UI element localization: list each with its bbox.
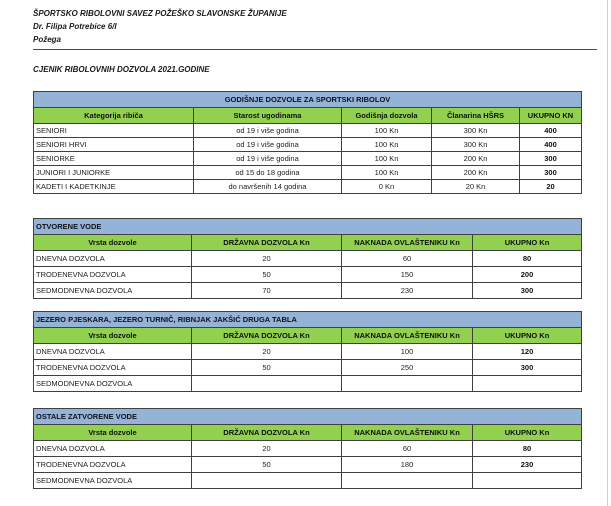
table-cell	[192, 376, 342, 392]
table-cell: 300	[473, 283, 582, 299]
column-header: Kategorija ribiča	[34, 108, 194, 124]
table-title: OTVORENE VODE	[34, 219, 582, 235]
column-header: NAKNADA OVLAŠTENIKU Kn	[342, 235, 473, 251]
table-cell: 230	[342, 283, 473, 299]
table-row	[34, 180, 582, 194]
table-cell	[342, 473, 473, 489]
table-header-row	[34, 425, 582, 441]
table-title-row	[34, 219, 582, 235]
table-cell: 80	[473, 441, 582, 457]
table-row	[34, 344, 582, 360]
table-cell: 100 Kn	[342, 166, 432, 180]
org-address: Dr. Filipa Potrebice 6/I	[33, 22, 117, 31]
table-cell: 300 Kn	[432, 124, 520, 138]
table-header-row	[34, 328, 582, 344]
table-cell: 50	[192, 267, 342, 283]
column-header: Starost ugodinama	[194, 108, 342, 124]
column-header: NAKNADA OVLAŠTENIKU Kn	[342, 328, 473, 344]
org-name: ŠPORTSKO RIBOLOVNI SAVEZ POŽEŠKO SLAVONSKE ŽUPANIJE	[33, 9, 287, 18]
table-cell: KADETI I KADETKINJE	[34, 180, 194, 194]
table-cell: 150	[342, 267, 473, 283]
table-row	[34, 124, 582, 138]
table-cell: 20	[520, 180, 582, 194]
table-cell: 230	[473, 457, 582, 473]
table-row	[34, 441, 582, 457]
table-cell: od 19 i više godina	[194, 152, 342, 166]
table-cell: 50	[192, 360, 342, 376]
column-header: Vrsta dozvole	[34, 328, 192, 344]
table-title-row	[34, 409, 582, 425]
table-cell: 20	[192, 251, 342, 267]
table-cell: 120	[473, 344, 582, 360]
table-cell: SEDMODNEVNA DOZVOLA	[34, 283, 192, 299]
open-waters-table	[33, 218, 582, 299]
table-title: GODIŠNJE DOZVOLE ZA SPORTSKI RIBOLOV	[34, 92, 582, 108]
column-header: Godišnja dozvola	[342, 108, 432, 124]
table-cell: 400	[520, 138, 582, 152]
table-row	[34, 267, 582, 283]
column-header: DRŽAVNA DOZVOLA Kn	[192, 235, 342, 251]
column-header: UKUPNO Kn	[473, 425, 582, 441]
table-cell: od 19 i više godina	[194, 124, 342, 138]
column-header: DRŽAVNA DOZVOLA Kn	[192, 328, 342, 344]
table-cell: 60	[342, 441, 473, 457]
table-cell: 300	[473, 360, 582, 376]
table-cell: SENIORKE	[34, 152, 194, 166]
table-cell: DNEVNA DOZVOLA	[34, 344, 192, 360]
closed-waters-table	[33, 408, 582, 489]
column-header: UKUPNO Kn	[473, 235, 582, 251]
table-title: OSTALE ZATVORENE VODE	[34, 409, 582, 425]
table-cell: 200	[473, 267, 582, 283]
table-row	[34, 251, 582, 267]
table-cell: od 19 i više godina	[194, 138, 342, 152]
table-row	[34, 360, 582, 376]
table-row	[34, 457, 582, 473]
table-cell: 250	[342, 360, 473, 376]
table-cell: TRODENEVNA DOZVOLA	[34, 457, 192, 473]
table-cell: 50	[192, 457, 342, 473]
table-cell: 400	[520, 124, 582, 138]
table-cell	[342, 376, 473, 392]
table-row	[34, 473, 582, 489]
table-title: JEZERO PJESKARA, JEZERO TURNIČ, RIBNJAK JAKŠIĆ DRUGA TABLA	[34, 312, 582, 328]
column-header: UKUPNO Kn	[473, 328, 582, 344]
table-row	[34, 283, 582, 299]
table-cell: 20	[192, 441, 342, 457]
table-cell: SEDMODNEVNA DOZVOLA	[34, 473, 192, 489]
table-cell: 300	[520, 152, 582, 166]
lakes-table	[33, 311, 582, 392]
table-header-row	[34, 108, 582, 124]
column-header: DRŽAVNA DOZVOLA Kn	[192, 425, 342, 441]
table-cell: od 15 do 18 godina	[194, 166, 342, 180]
table-cell: 0 Kn	[342, 180, 432, 194]
table-cell: 200 Kn	[432, 166, 520, 180]
table-cell: 100 Kn	[342, 138, 432, 152]
table-cell: 20 Kn	[432, 180, 520, 194]
letterhead	[33, 7, 597, 50]
table-cell: SENIORI	[34, 124, 194, 138]
table-cell: SEDMODNEVNA DOZVOLA	[34, 376, 192, 392]
document-page	[33, 7, 600, 489]
table-row	[34, 376, 582, 392]
table-header-row	[34, 235, 582, 251]
table-cell: 180	[342, 457, 473, 473]
table-cell: SENIORI HRVI	[34, 138, 194, 152]
table-cell: 80	[473, 251, 582, 267]
table-cell: 100	[342, 344, 473, 360]
table-cell	[473, 473, 582, 489]
table-cell: DNEVNA DOZVOLA	[34, 251, 192, 267]
table-cell: 100 Kn	[342, 124, 432, 138]
table-cell: TRODENEVNA DOZVOLA	[34, 360, 192, 376]
table-row	[34, 152, 582, 166]
table-cell: 100 Kn	[342, 152, 432, 166]
document-title: CJENIK RIBOLOVNIH DOZVOLA 2021.GODINE	[33, 65, 210, 74]
table-cell: 60	[342, 251, 473, 267]
table-cell: DNEVNA DOZVOLA	[34, 441, 192, 457]
table-cell: 20	[192, 344, 342, 360]
viewport-edge-line	[607, 0, 608, 506]
table-row	[34, 166, 582, 180]
column-header: NAKNADA OVLAŠTENIKU Kn	[342, 425, 473, 441]
org-city: Požega	[33, 35, 62, 44]
table-cell: JUNIORI I JUNIORKE	[34, 166, 194, 180]
column-header: UKUPNO KN	[520, 108, 582, 124]
table-cell: 300	[520, 166, 582, 180]
column-header: Vrsta dozvole	[34, 235, 192, 251]
column-header: Vrsta dozvole	[34, 425, 192, 441]
annual-permits-table	[33, 91, 582, 194]
table-cell: 300 Kn	[432, 138, 520, 152]
table-title-row	[34, 312, 582, 328]
table-title-row	[34, 92, 582, 108]
table-cell: TRODENEVNA DOZVOLA	[34, 267, 192, 283]
table-cell	[473, 376, 582, 392]
table-cell	[192, 473, 342, 489]
table-cell: 70	[192, 283, 342, 299]
table-cell: 200 Kn	[432, 152, 520, 166]
column-header: Članarina HŠRS	[432, 108, 520, 124]
table-cell: do navršenih 14 godina	[194, 180, 342, 194]
table-row	[34, 138, 582, 152]
